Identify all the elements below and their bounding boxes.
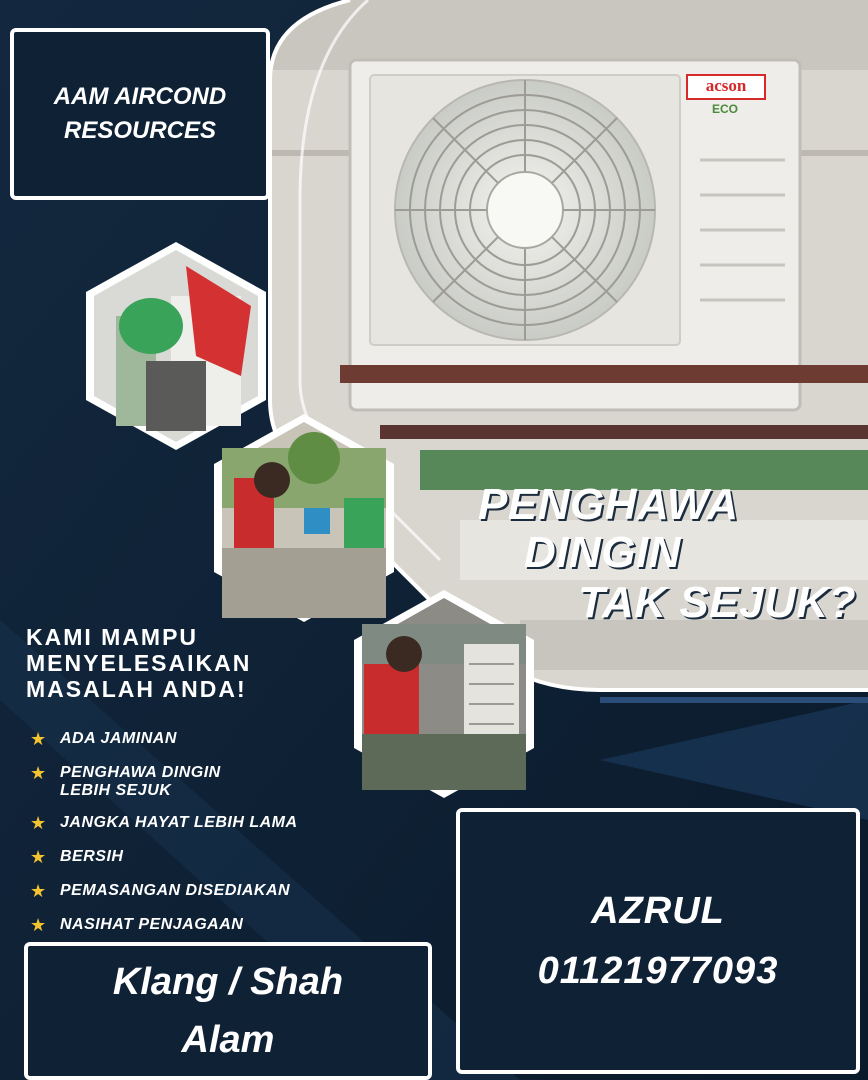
star-icon: ★	[30, 915, 47, 935]
star-icon: ★	[30, 881, 47, 901]
pitch-line1: KAMI MAMPU	[26, 624, 199, 650]
pitch-line2: MENYELESAIKAN	[26, 650, 252, 676]
list-item	[30, 914, 390, 936]
eco-label: ECO	[712, 102, 739, 116]
brand-name-line2: RESOURCES	[63, 117, 217, 144]
contact-box	[456, 808, 860, 1074]
pitch-line3: MASALAH ANDA!	[26, 676, 247, 702]
benefit-text: NASIHAT PENJAGAAN	[60, 916, 244, 933]
benefit-text-line2: LEBIH SEJUK	[60, 782, 172, 799]
brand-name-line1: AAM AIRCOND	[53, 83, 227, 110]
list-item	[30, 728, 390, 750]
star-icon: ★	[30, 763, 47, 783]
headline-line3: TAK SEJUK?	[578, 578, 856, 627]
list-item	[30, 762, 390, 800]
contact-name: AZRUL	[591, 890, 725, 932]
headline-line1: PENGHAWA	[478, 480, 739, 529]
headline-line2: DINGIN	[524, 528, 681, 577]
list-item	[30, 812, 390, 834]
benefit-text: ADA JAMINAN	[60, 730, 177, 747]
pitch-text	[26, 624, 251, 702]
acson-brand-label: acson	[686, 74, 766, 100]
benefits-list	[30, 728, 390, 948]
star-icon: ★	[30, 847, 47, 867]
list-item	[30, 880, 390, 902]
benefit-text: PENGHAWA DINGIN	[60, 764, 221, 781]
star-icon: ★	[30, 813, 47, 833]
list-item	[30, 846, 390, 868]
benefit-text: PEMASANGAN DISEDIAKAN	[60, 882, 291, 899]
star-icon: ★	[30, 729, 47, 749]
location-line1: Klang / Shah	[112, 961, 344, 1003]
benefit-text: BERSIH	[60, 848, 124, 865]
location-line2: Alam	[181, 1019, 275, 1061]
benefit-text: JANGKA HAYAT LEBIH LAMA	[60, 814, 298, 831]
brand-box	[10, 28, 270, 200]
contact-phone[interactable]: 01121977093	[537, 950, 779, 992]
location-box	[24, 942, 432, 1080]
